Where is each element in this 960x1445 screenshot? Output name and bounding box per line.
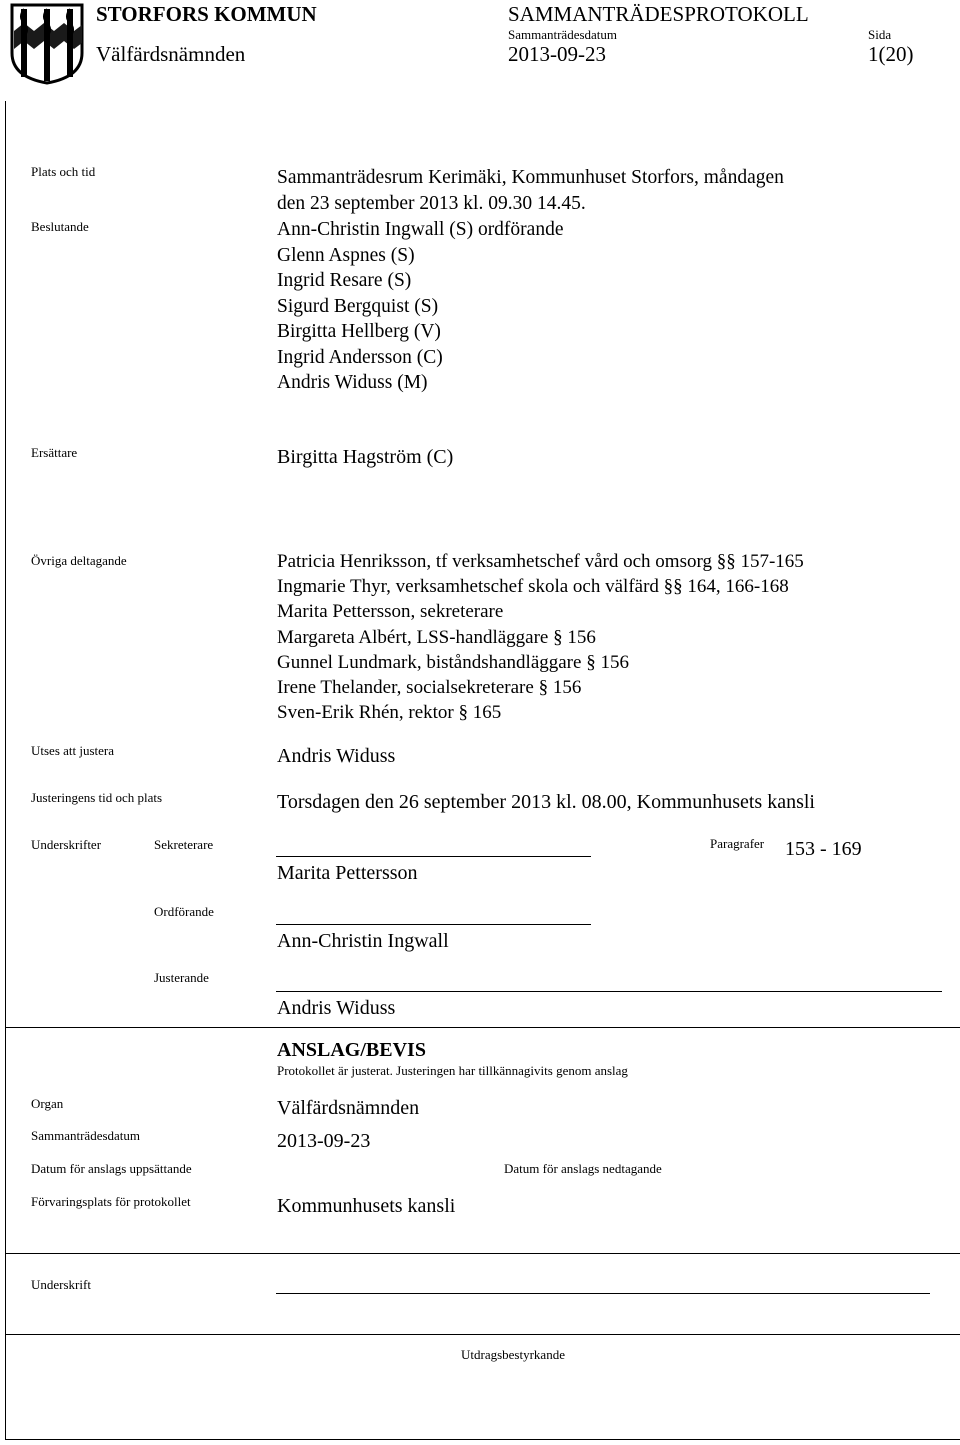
organization-name: STORFORS KOMMUN: [96, 2, 317, 26]
frame-divider-signatures: [5, 1027, 960, 1028]
list-item: Ingmarie Thyr, verksamhetschef skola och välfärd §§ 164, 166-168: [277, 576, 789, 598]
substitute-member: Birgitta Hagström (C): [277, 446, 454, 468]
label-adjust-time-place: Justeringens tid och plats: [31, 790, 163, 805]
page-label: Sida: [868, 27, 892, 42]
meeting-place-time: [277, 165, 784, 216]
label-posting-date: Datum för anslags uppsättande: [31, 1161, 192, 1176]
meeting-date-label: Sammanträdesdatum: [508, 27, 618, 42]
label-adjuster-appointed: Utses att justera: [31, 743, 115, 758]
frame-left-border: [5, 101, 6, 1439]
committee-name: Välfärdsnämnden: [96, 42, 246, 66]
document-type: SAMMANTRÄDESPROTOKOLL: [508, 2, 809, 26]
label-organ: Organ: [31, 1096, 64, 1111]
adjuster-signature-name: Andris Widuss: [277, 997, 396, 1019]
organ-value: Välfärdsnämnden: [277, 1097, 420, 1119]
list-item: Glenn Aspnes (S): [277, 244, 415, 266]
adjuster-signature-line: [276, 991, 942, 992]
chair-name: Ann-Christin Ingwall: [277, 930, 449, 952]
meeting-place-line: Sammanträdesrum Kerimäki, Kommunhuset Storfors, måndagen: [277, 167, 784, 188]
list-item: Birgitta Hellberg (V): [277, 321, 441, 342]
page-number: 1(20): [868, 42, 914, 66]
list-item: Sigurd Bergquist (S): [277, 295, 439, 317]
list-item: Sven-Erik Rhén, rektor § 165: [277, 702, 502, 724]
label-place-time: Plats och tid: [31, 164, 96, 179]
list-item: Ann-Christin Ingwall (S) ordförande: [277, 219, 564, 240]
meeting-date: 2013-09-23: [508, 42, 606, 66]
frame-divider-certify: [5, 1334, 960, 1335]
label-others: Övriga deltagande: [31, 553, 127, 568]
storage-place-value: Kommunhusets kansli: [277, 1195, 456, 1217]
notice-signature-line: [276, 1293, 930, 1294]
list-item: Ingrid Resare (S): [277, 270, 412, 291]
list-item: Patricia Henriksson, tf verksamhetschef vård och omsorg §§ 157-165: [277, 551, 804, 572]
adjust-time-place: Torsdagen den 26 september 2013 kl. 08.00, Kommunhusets kansli: [277, 791, 815, 813]
list-item: Ingrid Andersson (C): [277, 346, 443, 368]
label-secretary: Sekreterare: [154, 837, 214, 852]
list-item: Andris Widuss (M): [277, 372, 428, 393]
label-adjuster: Justerande: [154, 970, 209, 985]
frame-divider-notice: [5, 1253, 960, 1254]
deciding-members-list: [277, 217, 563, 396]
chair-signature-line: [276, 924, 591, 925]
meeting-time-line: den 23 september 2013 kl. 09.30 14.45.: [277, 192, 586, 214]
secretary-signature-line: [276, 856, 591, 857]
notice-title: ANSLAG/BEVIS: [277, 1039, 426, 1061]
label-notice-meeting-date: Sammanträdesdatum: [31, 1128, 141, 1143]
label-storage-place: Förvaringsplats för protokollet: [31, 1194, 191, 1209]
paragraph-range: 153 - 169: [785, 838, 862, 860]
label-signatures: Underskrifter: [31, 837, 102, 852]
notice-meeting-date: 2013-09-23: [277, 1130, 371, 1152]
secretary-name: Marita Pettersson: [277, 862, 418, 884]
label-removal-date: Datum för anslags nedtagande: [504, 1161, 662, 1176]
label-signature: Underskrift: [31, 1277, 91, 1292]
list-item: Margareta Albért, LSS-handläggare § 156: [277, 626, 596, 648]
label-chair: Ordförande: [154, 904, 214, 919]
label-certify: Utdragsbestyrkande: [461, 1347, 565, 1362]
frame-bottom-border: [5, 1439, 960, 1440]
list-item: Gunnel Lundmark, biståndshandläggare § 156: [277, 651, 629, 673]
label-substitutes: Ersättare: [31, 445, 78, 460]
label-deciding: Beslutande: [31, 219, 89, 234]
list-item: Irene Thelander, socialsekreterare § 156: [277, 677, 582, 699]
other-participants-list: [277, 549, 804, 725]
appointed-adjuster-name: Andris Widuss: [277, 745, 396, 767]
notice-subtitle: Protokollet är justerat. Justeringen har tillkännagivits genom anslag: [277, 1063, 628, 1078]
municipal-coat-of-arms-logo: [10, 3, 84, 85]
list-item: Marita Pettersson, sekreterare: [277, 601, 504, 623]
label-paragraphs: Paragrafer: [710, 836, 765, 851]
